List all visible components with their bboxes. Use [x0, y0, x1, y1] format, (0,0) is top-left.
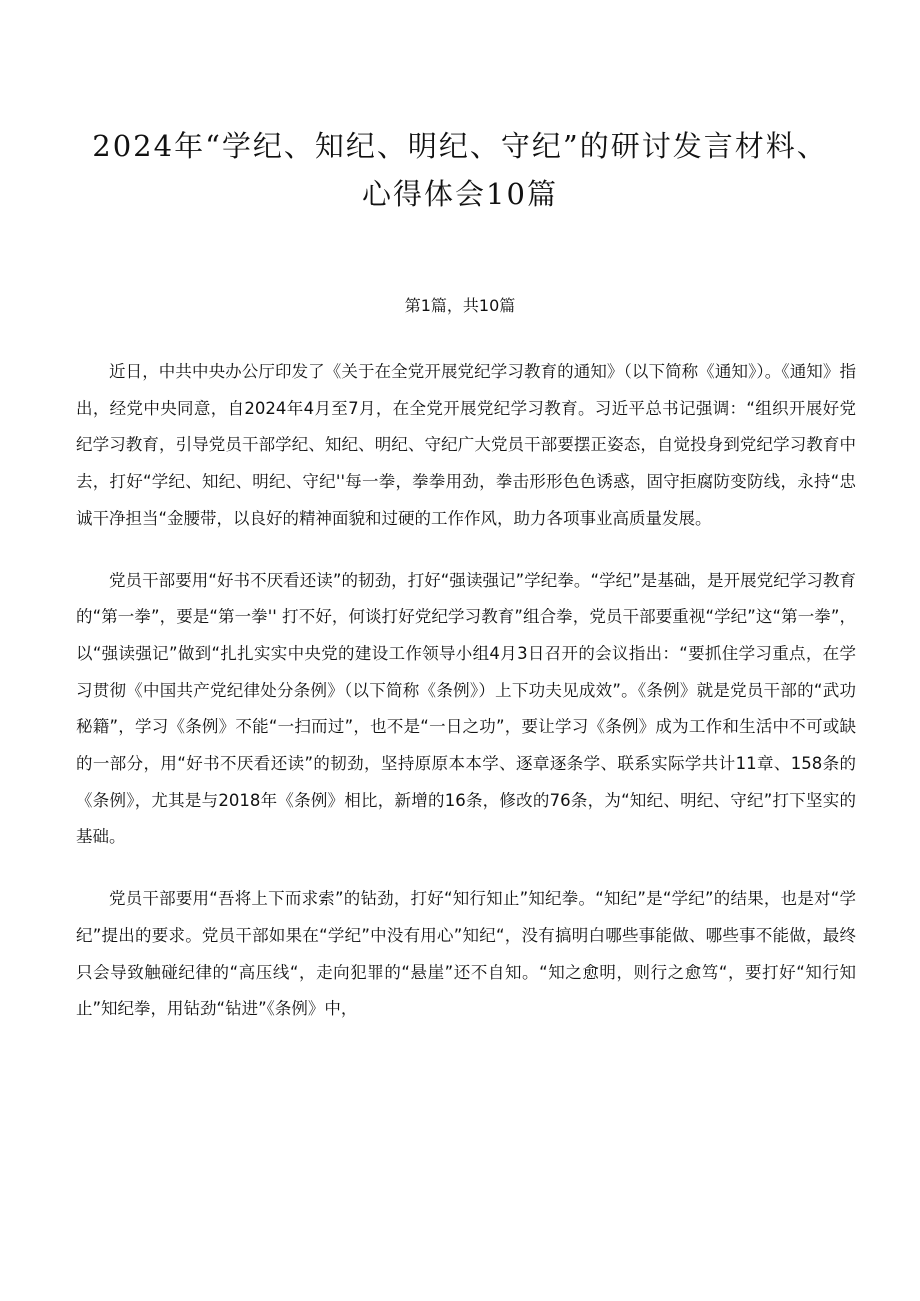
document-body [76, 354, 856, 1053]
section-heading: 第1篇，共10篇 [404, 296, 516, 315]
paragraph: 近日，中共中央办公厅印发了《关于在全党开展党纪学习教育的通知》（以下简称《通知》）。《通知》指出，经党中央同意，自2024年4月至7月，在全党开展党纪学习教育。习近平总书记强调：“组织开展好党纪学习教育，引导党员干部学纪、知纪、明纪、守纪广大党员干部要摆正姿态，自觉投身到党纪学习教育中去，打好“学纪、知纪、明纪、守纪''每一拳，拳拳用劲，拳击形形色色诱惑，固守拒腐防变防线，永持“忠诚干净担当“金腰带，以良好的精神面貌和过硬的工作作风，助力各项事业高质量发展。 [76, 362, 856, 528]
paragraph: 党员干部要用“吾将上下而求索”的钻劲，打好“知行知止”知纪拳。“知纪”是“学纪”的结果，也是对“学纪”提出的要求。党员干部如果在“学纪”中没有用心”知纪“，没有搞明白哪些事能做、哪些事不能做，最终只会导致触碰纪律的“高压线“，走向犯罪的“悬崖”还不自知。“知之愈明，则行之愈笃“，要打好“知行知止”知纪拳，用钻劲“钻进”《条例》中， [76, 889, 856, 1019]
paragraph: 党员干部要用“好书不厌看还读”的韧劲，打好“强读强记”学纪拳。“学纪”是基础，是开展党纪学习教育的“第一拳”，要是“第一拳'' 打不好，何谈打好党纪学习教育”组合拳，党员干部要重视“学纪”这“第一拳”，以“强读强记”做到“扎扎实实中央党的建设工作领导小组4月3日召开的会议指出：“要抓住学习重点，在学习贯彻《中国共产党纪律处分条例》（以下简称《条例》）上下功夫见成效”。《条例》就是党员干部的“武功秘籍”，学习《条例》不能“一扫而过”，也不是“一日之功”，要让学习《条例》成为工作和生活中不可或缺的一部分，用“好书不厌看还读”的韧劲，坚持原原本本学、逐章逐条学、联系实际学共计11章、158条的《条例》，尤其是与2018年《条例》相比，新增的16条，修改的76条，为“知纪、明纪、守纪”打下坚实的基础。 [76, 570, 856, 847]
document-title: 2024年“学纪、知纪、明纪、守纪”的研讨发言材料、心得体会10篇 [92, 129, 828, 211]
